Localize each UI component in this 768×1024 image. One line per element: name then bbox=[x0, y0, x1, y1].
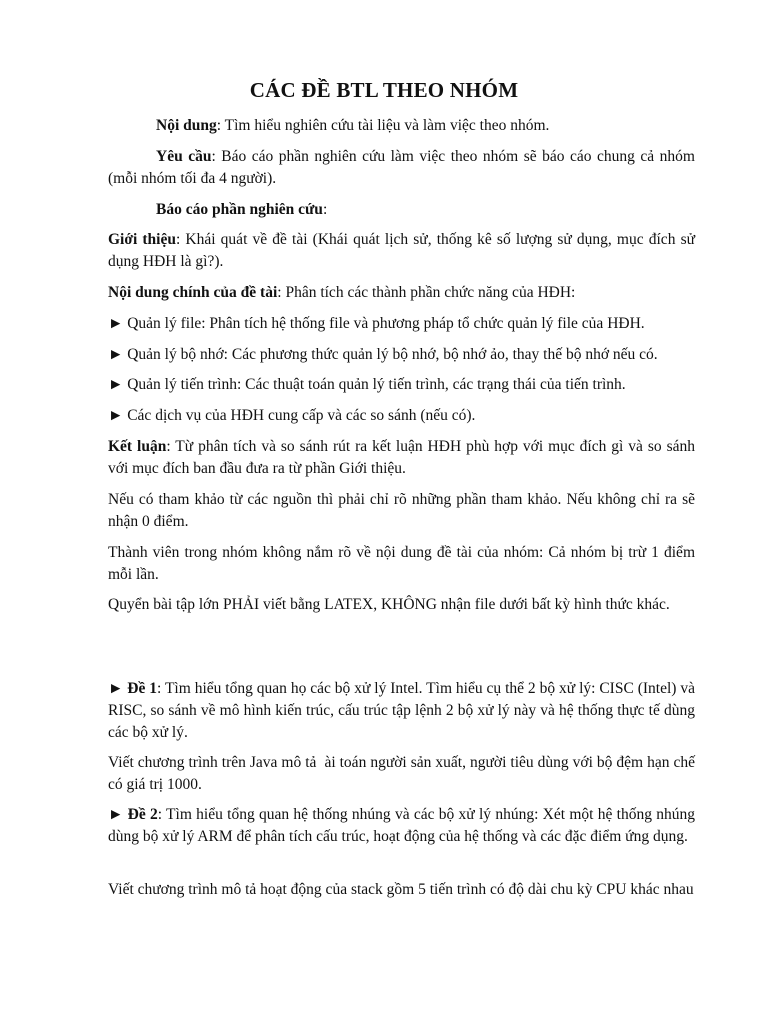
paragraph-thanh-vien: Thành viên trong nhóm không nắm rõ về nội dung đề tài của nhóm: Cả nhóm bị trừ 1 điểm mỗi lần. bbox=[108, 544, 695, 583]
text-noi-dung-chinh: : Phân tích các thành phần chức năng của HĐH: bbox=[277, 284, 576, 301]
bullet-text: Quản lý tiến trình: Các thuật toán quản lý tiến trình, các trạng thái của tiến trình. bbox=[123, 376, 626, 393]
bullet-icon: ► bbox=[108, 346, 124, 363]
bullet-icon: ► bbox=[108, 407, 124, 424]
paragraph-ket-luan bbox=[108, 436, 695, 480]
label-noi-dung-chinh: Nội dung chính của đề tài bbox=[108, 284, 278, 301]
paragraph-noi-dung bbox=[108, 115, 695, 137]
text-ket-luan: : Từ phân tích và so sánh rút ra kết luận HĐH phù hợp với mục đích gì và so sánh với mục đích ban đầu đưa ra từ phần Giới thiệu. bbox=[108, 438, 695, 477]
paragraph-latex: Quyển bài tập lớn PHẢI viết bằng LATEX, KHÔNG nhận file dưới bất kỳ hình thức khác. bbox=[108, 596, 670, 613]
paragraph-de-1-program bbox=[108, 752, 695, 796]
label-noi-dung: Nội dung bbox=[156, 117, 217, 134]
paragraph-de-2-program: Viết chương trình mô tả hoạt động của stack gồm 5 tiến trình có độ dài chu kỳ CPU khác nhau bbox=[108, 881, 694, 898]
text-yeu-cau: : Báo cáo phần nghiên cứu làm việc theo nhóm sẽ báo cáo chung cả nhóm (mỗi nhóm tối đa 4 người). bbox=[108, 148, 695, 187]
bullet-icon: ► bbox=[108, 315, 124, 332]
paragraph-noi-dung-chinh bbox=[108, 282, 695, 304]
bullet-item-dich-vu bbox=[108, 405, 695, 427]
label-gioi-thieu: Giới thiệu bbox=[108, 231, 176, 248]
bullet-icon: ► bbox=[108, 680, 124, 697]
paragraph-de-1 bbox=[108, 678, 695, 744]
label-ket-luan: Kết luận bbox=[108, 438, 167, 455]
paragraph-de-2 bbox=[108, 804, 695, 848]
text-de-1: : Tìm hiểu tổng quan họ các bộ xử lý Intel. Tìm hiểu cụ thể 2 bộ xử lý: CISC (Intel) và RISC, so sánh về mô hình kiến trúc, cấu trúc tập lệnh 2 bộ xử lý này và hệ thống thực tế dùng các bộ xử lý. bbox=[108, 680, 695, 741]
text-de-1-program-a: Viết chương trình trên Java mô tả bbox=[108, 754, 317, 771]
text-bao-cao: : bbox=[322, 201, 328, 218]
paragraph-gioi-thieu bbox=[108, 229, 695, 273]
paragraph-tham-khao: Nếu có tham khảo từ các nguồn thì phải chỉ rõ những phần tham khảo. Nếu không chỉ ra sẽ nhận 0 điểm. bbox=[108, 491, 695, 530]
label-de-1: Đề 1 bbox=[127, 680, 158, 697]
bullet-item-quan-ly-bo-nho bbox=[108, 344, 695, 366]
bullet-text: Các dịch vụ của HĐH cung cấp và các so sánh (nếu có). bbox=[123, 407, 476, 424]
text-noi-dung: : Tìm hiểu nghiên cứu tài liệu và làm việc theo nhóm. bbox=[216, 117, 550, 134]
bullet-text: Quản lý file: Phân tích hệ thống file và phương pháp tổ chức quản lý file của HĐH. bbox=[123, 315, 645, 332]
bullet-item-quan-ly-file bbox=[108, 313, 695, 335]
label-bao-cao: Báo cáo phần nghiên cứu bbox=[156, 201, 323, 218]
text-de-1-program-b: ài toán người sản xuất, người tiêu dùng với bộ đệm hạn chế có giá trị 1000. bbox=[108, 754, 695, 793]
paragraph-yeu-cau bbox=[108, 146, 695, 190]
bullet-text: Quản lý bộ nhớ: Các phương thức quản lý bộ nhớ, bộ nhớ ảo, thay thế bộ nhớ nếu có. bbox=[123, 346, 658, 363]
text-gioi-thieu: : Khái quát về đề tài (Khái quát lịch sử, thống kê số lượng sử dụng, mục đích sử dụng HĐH là gì?). bbox=[108, 231, 696, 270]
label-de-2: Đề 2 bbox=[127, 806, 158, 823]
text-de-2: : Tìm hiểu tổng quan hệ thống nhúng và các bộ xử lý nhúng: Xét một hệ thống nhúng dùng bộ xử lý ARM để phân tích cấu trúc, hoạt động của hệ thống và các đặc điểm ứng dụng. bbox=[108, 806, 695, 845]
bullet-icon: ► bbox=[108, 376, 124, 393]
bullet-icon: ► bbox=[108, 806, 124, 823]
label-yeu-cau: Yêu cầu bbox=[156, 148, 212, 165]
page-title: CÁC ĐỀ BTL THEO NHÓM bbox=[249, 78, 519, 102]
paragraph-bao-cao bbox=[108, 199, 695, 221]
bullet-item-quan-ly-tien-trinh bbox=[108, 374, 695, 396]
